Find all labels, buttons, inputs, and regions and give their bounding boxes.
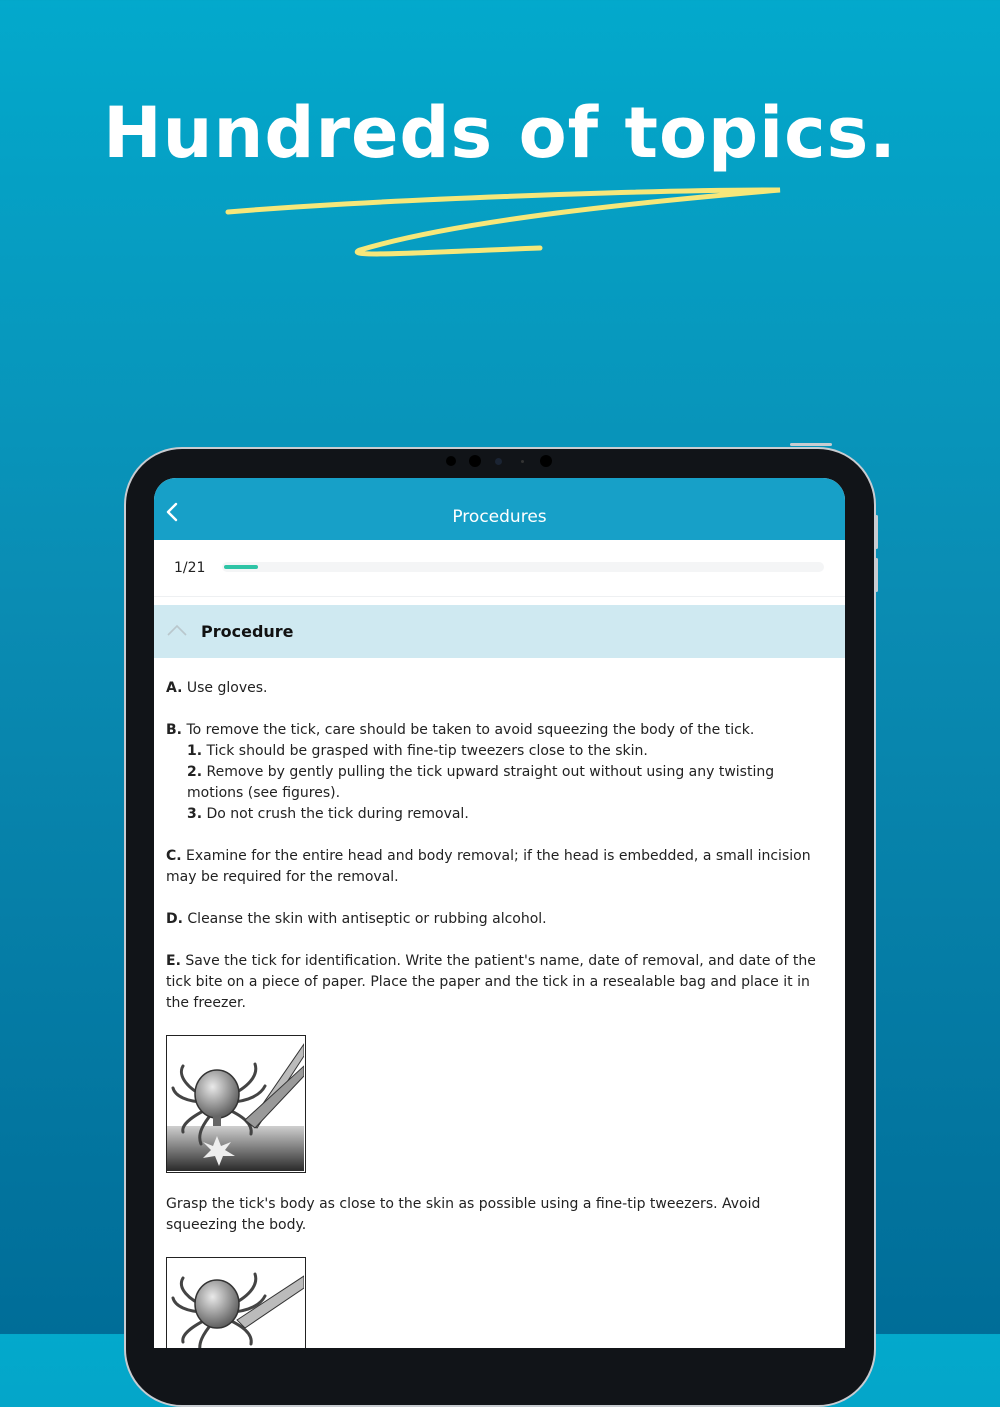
step-a: A. Use gloves. — [166, 680, 268, 696]
progress-row — [154, 540, 845, 597]
headline: Hundreds of topics. — [103, 92, 897, 174]
tablet-volume-down — [875, 558, 878, 592]
camera-lens — [495, 458, 502, 465]
progress-fill — [224, 565, 258, 569]
tablet-volume-up — [875, 515, 878, 549]
camera-sensor — [540, 455, 552, 467]
tablet-top-button — [790, 443, 832, 446]
section-header-procedure[interactable] — [154, 605, 845, 658]
substep: 2. Remove by gently pulling the tick upward straight out without using any twisting motions (see figures). — [187, 764, 775, 801]
page-title: Procedures — [452, 507, 547, 527]
camera-sensor — [469, 455, 481, 467]
section-title: Procedure — [201, 622, 294, 641]
figure-caption: Grasp the tick's body as close to the skin as possible using a fine-tip tweezers. Avoid squeezing the body. — [166, 1196, 761, 1233]
step-d: D. Cleanse the skin with antiseptic or rubbing alcohol. — [166, 911, 547, 927]
chevron-up-icon — [166, 623, 188, 637]
yellow-underline-swoosh — [220, 180, 790, 270]
step-c: C. Examine for the entire head and body removal; if the head is embedded, a small incision may be required for the removal. — [166, 848, 811, 885]
substep: 1. Tick should be grasped with fine-tip tweezers close to the skin. — [187, 743, 648, 759]
progress-track — [222, 562, 824, 572]
step-b: B. To remove the tick, care should be taken to avoid squeezing the body of the tick. 1. Tick should be grasped with fine-tip tweezers close to the skin. 2. Remove by gently pulling the tick upward straight out without using any twisting motions (see figures). 3. Do not crush the tick during removal. — [166, 720, 834, 825]
tick-removal-figure-2 — [166, 1257, 306, 1348]
progress-count: 1/21 — [174, 560, 206, 576]
camera-sensor — [521, 460, 524, 463]
app-header — [154, 478, 845, 540]
tick-removal-figure-1 — [166, 1035, 306, 1173]
procedure-content — [166, 678, 834, 1348]
substep: 3. Do not crush the tick during removal. — [187, 806, 469, 822]
app-screen — [154, 478, 845, 1348]
step-e: E. Save the tick for identification. Write the patient's name, date of removal, and date of the tick bite on a piece of paper. Place the paper and the tick in a resealable bag and place it in the freezer. — [166, 953, 816, 1011]
camera-sensor — [446, 456, 456, 466]
